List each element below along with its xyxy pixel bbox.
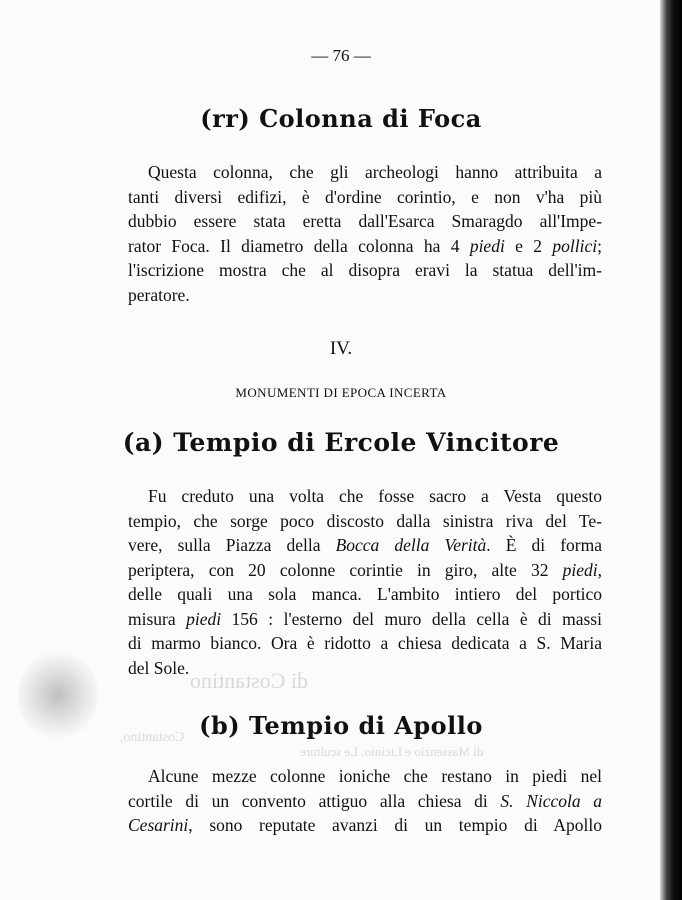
italic-term: Cesarini <box>128 815 189 835</box>
scan-edge-shadow <box>660 0 682 900</box>
text-line: peratore. <box>128 284 190 305</box>
text-line: Cesarini, sono reputate avanzi di un tempio di Apollo <box>128 815 602 835</box>
italic-term: piedi <box>186 608 222 629</box>
text-line: Fu creduto una volta che fosse sacro a Vesta questo <box>148 486 602 506</box>
section-heading-colonna-di-foca: (rr) Colonna di Foca <box>200 104 482 133</box>
text-line: misura piedi 156 : l'esterno del muro della cella è di massi <box>128 608 602 629</box>
italic-term: pollici <box>552 235 598 256</box>
italic-term: S. Niccola a <box>500 790 603 811</box>
text-line: l'iscrizione mostra che al disopra eravi la statua dell'im- <box>128 260 602 280</box>
text-line: periptera, con 20 colonne corintie in giro, alte 32 piedi, <box>128 559 602 580</box>
part-title: MONUMENTI DI EPOCA INCERTA <box>235 385 447 400</box>
bleed-through-text: di Costantino <box>190 668 308 693</box>
text-line: Questa colonna, che gli archeologi hanno attribuita a <box>148 162 602 182</box>
text-line: tanti diversi edifizi, è d'ordine corintio, e non v'ha più <box>128 186 602 207</box>
section-heading-tempio-di-ercole: (a) Tempio di Ercole Vincitore <box>122 428 560 457</box>
text-line: rator Foca. Il diametro della colonna ha 4 piedi e 2 pollici; <box>128 235 602 256</box>
italic-term: piedi <box>562 559 598 580</box>
text-line: vere, sulla Piazza della Bocca della Verità. È di forma <box>128 535 602 555</box>
italic-term: Bocca della Verità <box>335 535 487 555</box>
text-line: dubbio essere stata eretta dall'Esarca Smaragdo all'Impe- <box>128 211 602 231</box>
paragraph-colonna-di-foca <box>128 160 602 307</box>
part-number: IV. <box>329 338 353 359</box>
paragraph-tempio-di-ercole <box>128 484 602 680</box>
text-line: cortile di un convento attiguo alla chiesa di S. Niccola a <box>128 790 603 811</box>
paragraph-tempio-di-apollo <box>128 764 602 838</box>
page-number: — 76 — <box>311 46 371 65</box>
section-heading-tempio-di-apollo: (b) Tempio di Apollo <box>199 711 483 740</box>
italic-term: piedi <box>469 235 505 256</box>
text-line: di marmo bianco. Ora è ridotto a chiesa dedicata a S. Maria <box>128 633 602 653</box>
text-line: del Sole. <box>128 657 190 678</box>
bleed-through-text: di Massenzio e Licinio. Le sculture <box>300 744 484 759</box>
text-line: delle quali una sola manca. L'ambito intiero del portico <box>128 584 602 604</box>
text-line: tempio, che sorge poco discosto dalla sinistra riva del Te- <box>128 510 602 531</box>
bleed-through-text: Costantino, <box>120 730 185 745</box>
text-line: Alcune mezze colonne ioniche che restano in piedi nel <box>148 766 602 786</box>
